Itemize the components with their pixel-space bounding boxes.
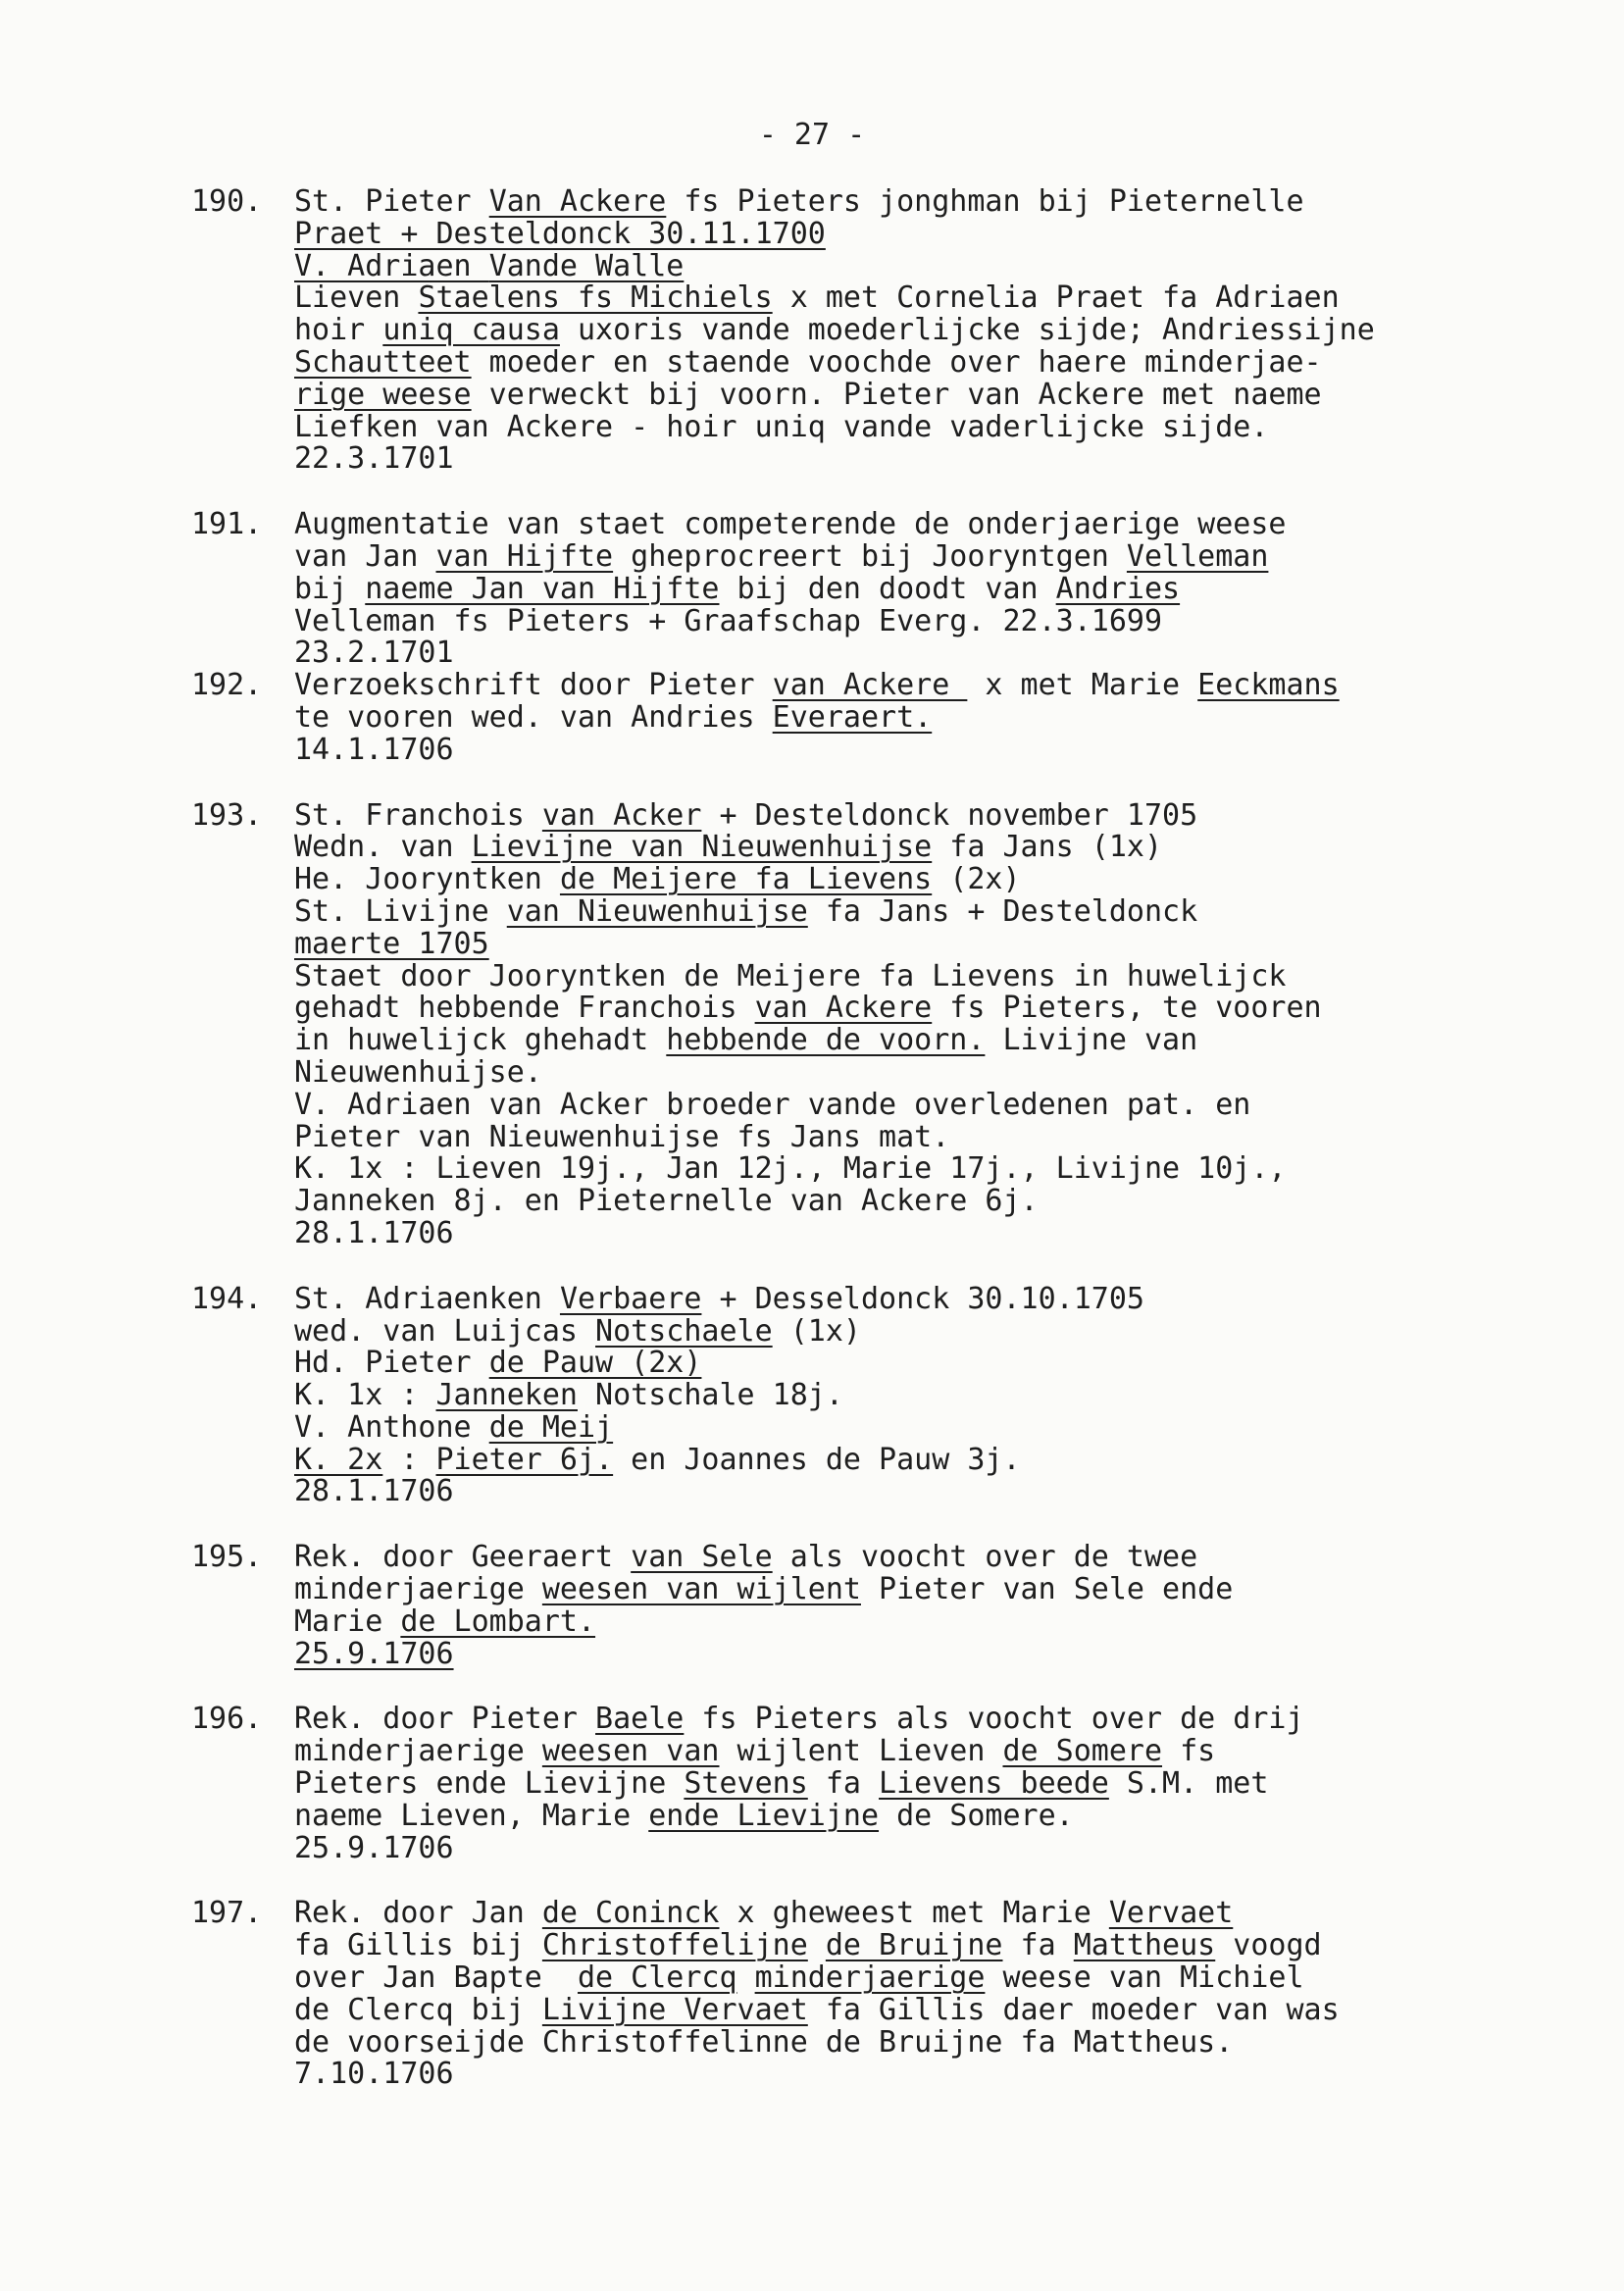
underlined-text: de Meijere fa Lievens bbox=[559, 862, 933, 897]
underlined-text: Notschaele bbox=[595, 1313, 773, 1349]
text-line bbox=[294, 1186, 1545, 1218]
entry-number: 193. bbox=[191, 797, 263, 833]
underlined-text: Livijne Vervaet bbox=[541, 1992, 808, 2027]
underlined-text: Stevens bbox=[684, 1766, 808, 1802]
text-line bbox=[294, 1542, 1545, 1574]
text-line bbox=[294, 282, 1545, 315]
text-segment: x gheweest met Marie bbox=[719, 1896, 1109, 1931]
text-line bbox=[294, 1930, 1545, 1962]
text-line bbox=[294, 1025, 1545, 1057]
text-segment: 28.1.1706 bbox=[294, 1215, 454, 1250]
text-line bbox=[294, 1281, 1545, 1316]
text-segment bbox=[808, 1928, 826, 1962]
text-line bbox=[294, 699, 1545, 735]
entry-text bbox=[294, 670, 1545, 766]
text-segment: minderjaerige bbox=[294, 1734, 542, 1769]
text-line bbox=[294, 2059, 1545, 2091]
entry-number: 192. bbox=[191, 668, 263, 703]
underlined-text: van Ackere bbox=[772, 668, 968, 703]
text-segment: S.M. met bbox=[1108, 1766, 1269, 1802]
text-line bbox=[294, 1087, 1545, 1122]
text-segment: Velleman fs Pieters + Graafschap Everg. 22.3.1699 bbox=[294, 603, 1163, 638]
text-line bbox=[294, 1476, 1545, 1508]
text-segment: (1x) bbox=[772, 1313, 861, 1349]
text-line bbox=[294, 832, 1545, 864]
underlined-text: Verbaere bbox=[559, 1281, 702, 1316]
text-segment: gehadt hebbende Franchois bbox=[294, 991, 755, 1026]
text-segment: Wedn. van bbox=[294, 830, 472, 865]
text-line bbox=[294, 958, 1545, 993]
text-segment: St. Pieter bbox=[294, 184, 489, 219]
underlined-text: de Coninck bbox=[541, 1896, 720, 1931]
text-line bbox=[294, 1768, 1545, 1801]
entry-list bbox=[191, 186, 1545, 2124]
text-segment: Janneken 8j. en Pieternelle van Ackere 6j. bbox=[294, 1184, 1039, 1219]
underlined-text: V. Adriaen bbox=[294, 248, 489, 283]
entry-text bbox=[294, 1281, 1545, 1509]
underlined-text: Pieter 6j. bbox=[435, 1442, 614, 1477]
underlined-text: Schautteet bbox=[294, 344, 472, 380]
text-segment: de Clercq bij bbox=[294, 1992, 542, 2027]
text-line bbox=[294, 1962, 1545, 1995]
text-segment: te vooren wed. van Andries bbox=[294, 699, 773, 735]
text-line bbox=[294, 216, 1545, 251]
text-segment: minderjaerige bbox=[294, 1572, 542, 1607]
underlined-text: rige weese bbox=[294, 377, 472, 412]
text-segment: de Somere. bbox=[879, 1798, 1074, 1833]
text-line bbox=[294, 993, 1545, 1025]
text-line bbox=[294, 1215, 1545, 1250]
text-segment: Notschale 18j. bbox=[578, 1378, 843, 1413]
underlined-text: van Nieuwenhuijse bbox=[506, 893, 808, 929]
underlined-text: Van Ackere bbox=[488, 184, 667, 219]
text-segment: St. Livijne bbox=[294, 893, 507, 929]
text-line bbox=[294, 1606, 1545, 1639]
underlined-text: van Acker bbox=[541, 797, 702, 833]
entry-192 bbox=[191, 670, 1545, 766]
text-segment: naeme Lieven, Marie bbox=[294, 1798, 649, 1833]
text-segment: fa Jans + Desteldonck bbox=[807, 893, 1198, 929]
text-segment: (2x) bbox=[932, 862, 1021, 897]
text-segment: hoir bbox=[294, 313, 383, 348]
text-segment: He. Jooryntken bbox=[294, 862, 560, 897]
text-line bbox=[294, 1574, 1545, 1606]
text-segment: wijlent Lieven bbox=[719, 1734, 1003, 1769]
underlined-text: weesen van wijlent bbox=[541, 1572, 861, 1607]
text-line bbox=[294, 1636, 1545, 1671]
text-line bbox=[294, 1380, 1545, 1412]
underlined-text: minderjaerige bbox=[754, 1960, 986, 1996]
underlined-text: Janneken bbox=[435, 1378, 578, 1413]
text-segment: fa bbox=[1002, 1928, 1074, 1963]
text-segment: bij bbox=[294, 571, 366, 606]
text-segment: over Jan Bapte bbox=[294, 1960, 578, 1996]
entry-number: 195. bbox=[191, 1540, 263, 1575]
text-segment: V. Adriaen van Acker broeder vande overledenen pat. en bbox=[294, 1087, 1251, 1122]
underlined-text: uniq causa bbox=[382, 313, 560, 348]
text-segment: Hd. Pieter bbox=[294, 1346, 489, 1381]
text-segment: Lieven bbox=[294, 280, 419, 316]
text-segment: fa Gillis daer moeder van was bbox=[807, 1992, 1340, 2027]
entry-number: 190. bbox=[191, 184, 263, 219]
text-line bbox=[294, 603, 1545, 638]
entry-text bbox=[294, 1542, 1545, 1670]
underlined-text: maerte 1705 bbox=[294, 926, 489, 961]
text-segment: x met Marie bbox=[967, 668, 1198, 703]
underlined-text: Vervaet bbox=[1108, 1896, 1234, 1931]
text-segment: K. 1x : Lieven 19j., Jan 12j., Marie 17j., Livijne 10j., bbox=[294, 1151, 1287, 1187]
underlined-text: de Somere bbox=[1002, 1734, 1163, 1769]
text-line bbox=[294, 893, 1545, 929]
entry-number: 197. bbox=[191, 1896, 263, 1931]
text-segment: Liefken van Ackere - hoir uniq vande vaderlijcke sijde. bbox=[294, 409, 1269, 444]
text-segment: in huwelijck ghehadt bbox=[294, 1023, 667, 1058]
text-segment: gheprocreert bij Jooryntgen bbox=[613, 538, 1127, 574]
entry-195 bbox=[191, 1542, 1545, 1670]
underlined-text: 25.9.1706 bbox=[294, 1636, 454, 1671]
underlined-text: Andries bbox=[1055, 571, 1181, 606]
entry-number: 191. bbox=[191, 507, 263, 542]
text-segment: Livijne van bbox=[985, 1023, 1198, 1058]
text-segment: 28.1.1706 bbox=[294, 1474, 454, 1509]
underlined-text: Vande Walle bbox=[488, 248, 685, 283]
text-segment: Nieuwenhuijse. bbox=[294, 1054, 542, 1090]
underlined-text: van Hijfte bbox=[435, 538, 614, 574]
text-line bbox=[294, 864, 1545, 896]
underlined-text: Christoffelijne bbox=[541, 1928, 808, 1963]
text-segment: fs Pieters, te vooren bbox=[932, 991, 1322, 1026]
text-line bbox=[294, 1798, 1545, 1833]
entry-191 bbox=[191, 509, 1545, 670]
text-line bbox=[294, 509, 1545, 541]
text-line bbox=[294, 1736, 1545, 1768]
text-segment: x met Cornelia Praet fa Adriaen bbox=[772, 280, 1340, 316]
entry-number: 196. bbox=[191, 1702, 263, 1737]
underlined-text: de Clercq bbox=[577, 1960, 737, 1996]
text-segment: de voorseijde Christoffelinne de Bruijne fa Mattheus. bbox=[294, 2024, 1234, 2060]
text-line bbox=[294, 670, 1545, 702]
underlined-text: Mattheus bbox=[1073, 1928, 1216, 1963]
text-segment: wed. van Luijcas bbox=[294, 1313, 596, 1349]
text-segment: bij den doodt van bbox=[719, 571, 1056, 606]
text-segment: 14.1.1706 bbox=[294, 732, 454, 767]
text-segment: St. Adriaenken bbox=[294, 1281, 560, 1316]
entry-text bbox=[294, 1898, 1545, 2091]
text-segment: Pieters ende Lievijne bbox=[294, 1766, 685, 1802]
entry-number: 194. bbox=[191, 1281, 263, 1316]
text-segment: en Joannes de Pauw 3j. bbox=[613, 1442, 1021, 1477]
text-line bbox=[294, 443, 1545, 476]
text-segment: fs Pieters jonghman bij Pieternelle bbox=[666, 184, 1304, 219]
text-line bbox=[294, 926, 1545, 961]
text-line bbox=[294, 344, 1545, 380]
entry-197 bbox=[191, 1898, 1545, 2091]
text-segment: Verzoekschrift door Pieter bbox=[294, 668, 773, 703]
text-segment: moeder en staende voochde over haere minderjae- bbox=[471, 344, 1322, 380]
underlined-text: naeme Jan van Hijfte bbox=[365, 571, 720, 606]
text-line bbox=[294, 1992, 1545, 2027]
text-line bbox=[294, 1348, 1545, 1380]
text-segment: Rek. door Jan bbox=[294, 1896, 542, 1931]
text-segment: Rek. door Pieter bbox=[294, 1702, 596, 1737]
text-segment: weese van Michiel bbox=[985, 1960, 1304, 1996]
text-line bbox=[294, 637, 1545, 670]
text-segment: Marie bbox=[294, 1604, 401, 1639]
text-line bbox=[294, 315, 1545, 347]
text-line bbox=[294, 1313, 1545, 1349]
text-line bbox=[294, 2024, 1545, 2060]
text-line bbox=[294, 409, 1545, 444]
text-segment: Augmentatie van staet competerende de onderjaerige weese bbox=[294, 507, 1287, 542]
text-segment: fs Pieters als voocht over de drij bbox=[684, 1702, 1304, 1737]
text-line bbox=[294, 377, 1545, 412]
text-segment: fa Jans (1x) bbox=[932, 830, 1163, 865]
text-line bbox=[294, 1830, 1545, 1865]
text-segment: St. Franchois bbox=[294, 797, 542, 833]
text-line bbox=[294, 1442, 1545, 1477]
underlined-text: de Pauw (2x) bbox=[488, 1346, 702, 1381]
underlined-text: weesen van bbox=[541, 1734, 720, 1769]
text-segment: 22.3.1701 bbox=[294, 441, 454, 477]
underlined-text: Lievijne van Nieuwenhuijse bbox=[471, 830, 933, 865]
text-line bbox=[294, 797, 1545, 833]
entry-text bbox=[294, 797, 1545, 1250]
text-segment: Pieter van Nieuwenhuijse fs Jans mat. bbox=[294, 1119, 950, 1154]
text-segment: Staet door Jooryntken de Meijere fa Lievens in huwelijck bbox=[294, 958, 1287, 993]
text-line bbox=[294, 571, 1545, 606]
text-segment: Pieter van Sele ende bbox=[860, 1572, 1234, 1607]
entry-190 bbox=[191, 186, 1545, 476]
entry-text bbox=[294, 186, 1545, 476]
text-segment: + Desteldonck november 1705 bbox=[701, 797, 1198, 833]
text-segment: als voocht over de twee bbox=[772, 1540, 1198, 1575]
text-segment: verweckt bij voorn. Pieter van Ackere met naeme bbox=[471, 377, 1322, 412]
text-line bbox=[294, 1054, 1545, 1090]
underlined-text: Everaert. bbox=[772, 699, 933, 735]
entry-194 bbox=[191, 1281, 1545, 1509]
text-segment: + Desseldonck 30.10.1705 bbox=[701, 1281, 1144, 1316]
entry-193 bbox=[191, 797, 1545, 1250]
text-segment: Rek. door Geeraert bbox=[294, 1540, 632, 1575]
text-segment: uxoris vande moederlijcke sijde; Andriessijne bbox=[559, 313, 1375, 348]
text-line bbox=[294, 186, 1545, 219]
underlined-text: van Sele bbox=[631, 1540, 773, 1575]
text-line bbox=[294, 1898, 1545, 1930]
text-segment: 7.10.1706 bbox=[294, 2057, 454, 2092]
underlined-text: de Meij bbox=[488, 1409, 614, 1445]
text-line bbox=[294, 248, 1545, 283]
underlined-text: van Ackere bbox=[754, 991, 933, 1026]
text-segment: van Jan bbox=[294, 538, 436, 574]
text-segment: fa Gillis bij bbox=[294, 1928, 542, 1963]
text-segment: K. 1x : bbox=[294, 1378, 436, 1413]
underlined-text: de Bruijne bbox=[825, 1928, 1003, 1963]
underlined-text: de Lombart. bbox=[400, 1604, 596, 1639]
underlined-text: ende Lievijne bbox=[648, 1798, 880, 1833]
text-segment: fa bbox=[807, 1766, 880, 1802]
text-line bbox=[294, 1409, 1545, 1445]
underlined-text: K. 2x bbox=[294, 1442, 383, 1477]
entry-text bbox=[294, 1704, 1545, 1864]
page-number: - 27 - bbox=[758, 118, 866, 152]
entry-text bbox=[294, 509, 1545, 670]
underlined-text: hebbende de voorn. bbox=[666, 1023, 986, 1058]
underlined-text: Eeckmans bbox=[1197, 668, 1340, 703]
underlined-text: Lievens beede bbox=[879, 1766, 1109, 1802]
underlined-text: Velleman bbox=[1126, 538, 1269, 574]
text-segment: fs bbox=[1162, 1734, 1216, 1769]
text-line bbox=[294, 538, 1545, 574]
underlined-text: Baele bbox=[595, 1702, 685, 1737]
text-segment: V. Anthone bbox=[294, 1409, 489, 1445]
text-segment bbox=[737, 1960, 755, 1995]
entry-196 bbox=[191, 1704, 1545, 1864]
underlined-text: Staelens fs Michiels bbox=[418, 280, 773, 316]
text-line bbox=[294, 1153, 1545, 1186]
text-segment: : bbox=[382, 1442, 436, 1477]
text-line bbox=[294, 1119, 1545, 1154]
text-segment: 25.9.1706 bbox=[294, 1830, 454, 1865]
text-segment: 23.2.1701 bbox=[294, 636, 454, 671]
text-line bbox=[294, 1704, 1545, 1736]
underlined-text: Praet + Desteldonck 30.11.1700 bbox=[294, 216, 826, 251]
text-segment: voogd bbox=[1215, 1928, 1322, 1963]
text-line bbox=[294, 732, 1545, 767]
